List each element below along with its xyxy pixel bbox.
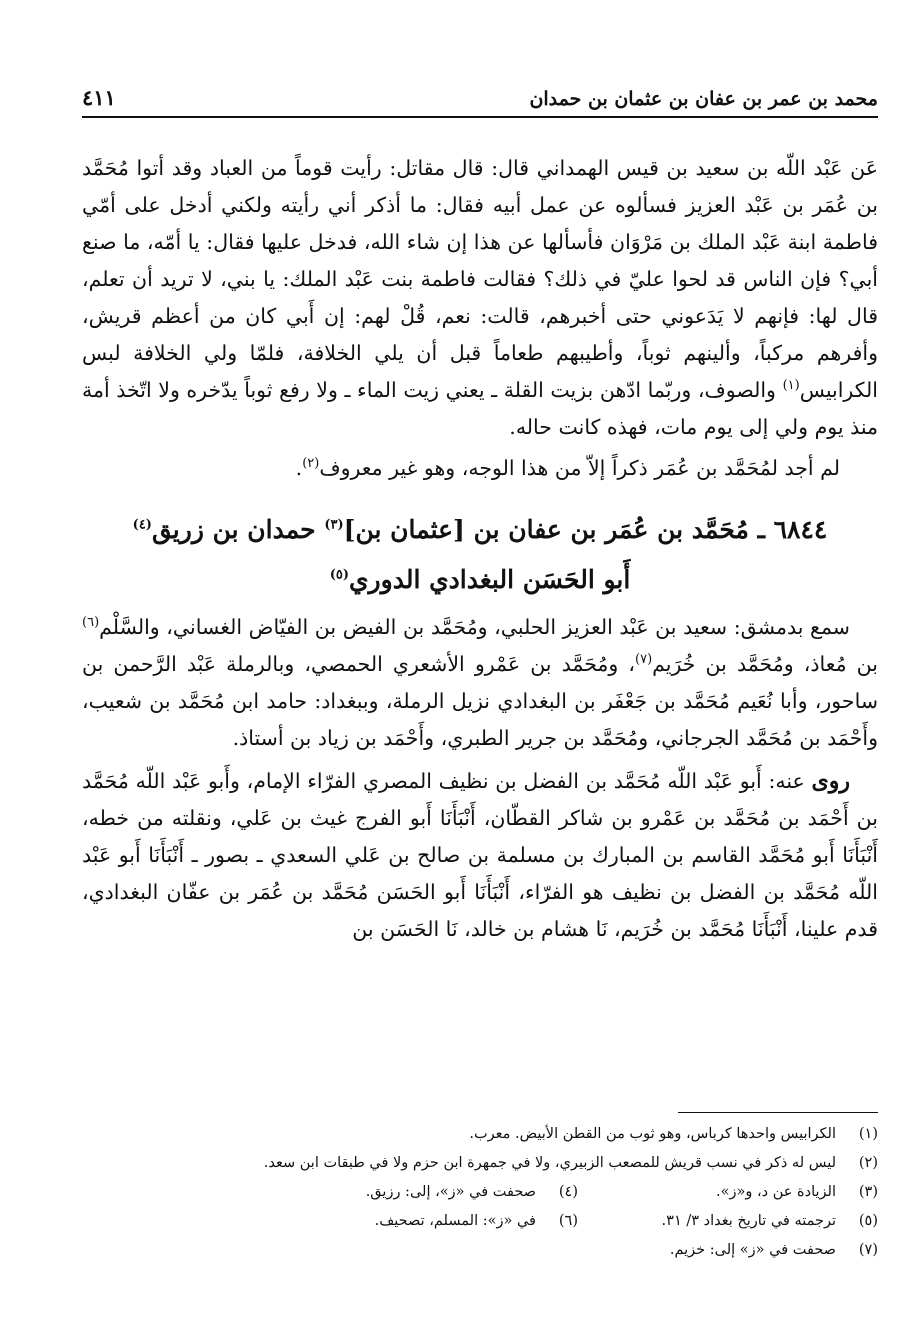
footnote-ref-7: (٧)	[635, 652, 653, 668]
main-text	[82, 150, 878, 948]
footnote-row	[82, 1178, 878, 1207]
paragraph-text: لم أجد لمُحَمَّد بن عُمَر ذكراً إلاّ من هذا الوجه، وهو غير معروف	[319, 456, 840, 480]
footnote-ref-5: (٥)	[329, 567, 349, 583]
footnote-ref-1: (١)	[782, 378, 800, 394]
footnote-row	[82, 1207, 878, 1236]
footnote-number: (١)	[858, 1126, 878, 1142]
footnote-text: في «ز»: المسلم، تصحيف.	[374, 1213, 536, 1229]
paragraph-students	[82, 763, 878, 948]
page-number: ٤١١	[82, 85, 116, 110]
footnote-2	[264, 1149, 878, 1178]
paragraph-teachers	[82, 609, 878, 757]
lead-word: روى	[811, 768, 850, 794]
paragraph-text: .	[295, 456, 303, 480]
footnotes	[82, 1120, 878, 1265]
footnote-number: (٢)	[858, 1155, 878, 1171]
footnote-3	[578, 1178, 878, 1207]
footnote-row	[82, 1236, 878, 1265]
footnote-5	[578, 1207, 878, 1236]
footnote-row	[82, 1149, 878, 1178]
entry-heading	[82, 505, 878, 605]
paragraph-text: عنه: أَبو عَبْد اللّه مُحَمَّد بن الفضل بن نظيف المصري الفرّاء الإمام، وأَبو عَبْد اللّه مُحَمَّد بن أَحْمَد بن مُحَمَّد بن عَمْرو بن شاكر القطّان، أَنْبَأَنَا أَبو الفرج غيث بن عَلي، ونقلته من خطه، أَنْبَأَنَا أَبو مُحَمَّد القاسم بن المبارك بن مسلمة بن صالح بن عَلي السعدي ـ بصور ـ أَنْبَأَنَا أَبو عَبْد اللّه مُحَمَّد بن الفضل بن نظيف هو الفرّاء، أَنْبَأَنَا أَبو الحَسَن مُحَمَّد بن عُمَر بن عفّان البغدادي، قدم علينا، أَنْبَأَنَا مُحَمَّد بن خُرَيم، نَا هشام بن خالد، نَا الحَسَن بن	[82, 769, 878, 941]
footnote-text: صحفت في «ز» إلى: خزيم.	[669, 1242, 836, 1258]
footnote-ref-2: (٢)	[302, 456, 320, 472]
footnote-number: (٥)	[858, 1213, 878, 1229]
footnote-6	[375, 1207, 578, 1236]
paragraph-text: عَن عَبْد اللّه بن سعيد بن قيس الهمداني قال: قال مقاتل: رأيت قوماً من العباد وقد أتوا مُحَمَّد بن عُمَر بن عَبْد العزيز فسألوه عن عمل أبيه فقال: ما أذكر أني رأيته ولكني أدخل على أمّي فاطمة ابنة عَبْد الملك بن مَرْوَان فأسألها عن هذا إن شاء الله، فدخل عليها فقال: يا أمّه، ما صنع أبي؟ فإن الناس قد لحوا عليّ في ذلك؟ فقالت فاطمة بنت عَبْد الملك: يا بني، لا تريد أن تعلم، قال لها: فإنهم لا يَدَعوني حتى أخبرهم، قالت: نعم، قُلْ لهم: إن أَبي كان من أعظم قريش، وأفرهم مركباً، وألينهم ثوباً، وأطيبهم طعاماً قبل أن يلي الخلافة، فلمّا ولي الخلافة لبس الكرابيس	[82, 156, 878, 402]
footnote-number: (٧)	[858, 1242, 878, 1258]
footnote-number: (٤)	[558, 1184, 578, 1200]
running-title: محمد بن عمر بن عفان بن عثمان بن حمدان	[529, 88, 878, 110]
entry-title-line1-end: حمدان بن زريق	[151, 515, 325, 544]
footnote-text: الزيادة عن د، و«ز».	[716, 1184, 836, 1200]
footnote-number: (٣)	[858, 1184, 878, 1200]
entry-title-line2: أَبو الحَسَن البغدادي الدوري	[348, 565, 631, 594]
paragraph-text: سمع بدمشق: سعيد بن عَبْد العزيز الحلبي، ومُحَمَّد بن الفيض بن الفيّاض الغساني، والسَّلْم	[99, 615, 850, 639]
footnote-ref-4: (٤)	[132, 517, 152, 533]
footnote-divider	[678, 1112, 878, 1113]
footnote-ref-3: (٣)	[324, 517, 344, 533]
paragraph-text: والصوف، وربّما ادّهن بزيت القلة ـ يعني زيت الماء ـ ولا رفع ثوباً يدّخره ولا اتّخذ أمة منذ يوم ولي إلى يوم مات، فهذه كانت حاله.	[82, 378, 878, 439]
footnote-text: ترجمته في تاريخ بغداد ٣/ ٣١.	[661, 1213, 836, 1229]
page-header	[82, 76, 878, 118]
footnote-7	[670, 1236, 878, 1265]
paragraph-text: ، ومُحَمَّد بن عَمْرو الأشعري الحمصي، وبالرملة عَبْد الرَّحمن بن ساحور، وأبا نُعَيم مُحَمَّد بن جَعْفَر بن البغدادي نزيل الرملة، وببغداد: حامد ابن مُحَمَّد بن شعيب، وأَحْمَد بن مُحَمَّد الجرجاني، ومُحَمَّد بن جرير الطبري، وأَحْمَد بن زياد بن أستاذ.	[82, 652, 878, 750]
paragraph-author-note	[82, 450, 878, 487]
footnote-text: صحفت في «ز»، إلى: رزيق.	[365, 1184, 536, 1200]
entry-title-line1: ٦٨٤٤ ـ مُحَمَّد بن عُمَر بن عفان بن [عثمان بن]	[343, 515, 828, 544]
footnote-text: الكرابيس واحدها كرباس، وهو ثوب من القطن الأبيض. معرب.	[469, 1126, 836, 1142]
footnote-4	[366, 1178, 578, 1207]
footnote-number: (٦)	[558, 1213, 578, 1229]
paragraph-text: بن مُعاذ، ومُحَمَّد بن خُرَيم	[652, 652, 878, 676]
footnote-ref-6: (٦)	[82, 615, 100, 631]
paragraph-muqatil	[82, 150, 878, 446]
footnote-row	[82, 1120, 878, 1149]
footnote-1	[469, 1120, 878, 1149]
footnote-text: ليس له ذكر في نسب قريش للمصعب الزبيري، ولا في جمهرة ابن حزم ولا في طبقات ابن سعد.	[263, 1155, 836, 1171]
